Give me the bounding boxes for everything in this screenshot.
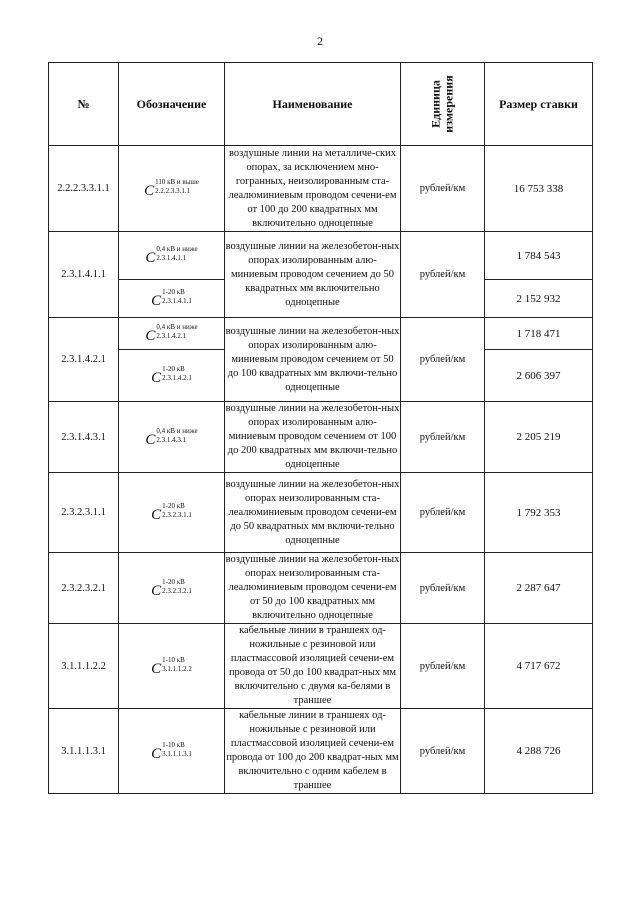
description-cell: воздушные линии на железобетон-ных опорах неизолированным ста-леалюминиевым проводом сечени-ем до 50 квадратных мм включи-тельно одноцепные	[225, 473, 401, 553]
designation-symbol	[145, 427, 197, 448]
rate-cell: 2 287 647	[485, 553, 593, 624]
symbol-letter: C	[145, 431, 156, 448]
description-cell: воздушные линии на железобетон-ных опорах изолированным алю-миниевым проводом сечением от 50 до 100 квадратных мм включи-тельно одноцепные	[225, 318, 401, 402]
symbol-letter: C	[144, 183, 155, 199]
description-cell: воздушные линии на металличе-ских опорах, за исключением мно-гогранных, неизолированным ста-леалюминиевым проводом сечени-ем от 100 до 200 квадратных мм включительно одноцепные	[225, 146, 401, 232]
designation-symbol	[151, 288, 192, 309]
header-name: Наименование	[225, 63, 401, 146]
symbol-subscript: 2.3.1.4.3.1	[156, 435, 187, 444]
designation-cell	[119, 280, 225, 318]
designation-cell	[119, 473, 225, 553]
symbol-subscript: 3.1.1.1.2.2	[162, 664, 192, 673]
table-row	[49, 624, 593, 709]
table-row	[49, 473, 593, 553]
symbol-superscript: 1-20 кВ	[162, 288, 185, 296]
symbol-superscript: 0,4 кВ и ниже	[156, 426, 198, 435]
row-number: 2.3.2.3.2.1	[49, 553, 119, 624]
designation-symbol	[151, 578, 192, 599]
symbol-superscript: 1-10 кВ	[162, 740, 185, 749]
header-rate: Размер ставки	[485, 63, 593, 146]
description-cell: кабельные линии в траншеях од-ножильные с резиновой или пластмассовой изоляцией сечени-ем провода от 50 до 100 квадрат-ных мм включительно с двумя ка-белями в траншее	[225, 624, 401, 709]
unit-cell: рублей/км	[401, 318, 485, 402]
designation-symbol	[145, 323, 197, 344]
rate-cell: 4 288 726	[485, 709, 593, 794]
header-row	[49, 63, 593, 146]
rate-cell: 1 784 543	[485, 232, 593, 280]
symbol-letter: C	[151, 293, 162, 309]
symbol-letter: C	[151, 660, 162, 677]
symbol-letter: C	[151, 370, 162, 386]
designation-cell	[119, 709, 225, 794]
rate-cell: 16 753 338	[485, 146, 593, 232]
symbol-subscript: 2.3.2.3.2.1	[162, 586, 192, 595]
row-number: 2.3.1.4.3.1	[49, 402, 119, 473]
designation-cell	[119, 553, 225, 624]
symbol-subscript: 2.3.1.4.2.1	[156, 332, 187, 340]
designation-symbol	[151, 502, 192, 523]
row-number: 2.2.2.3.3.1.1	[49, 146, 119, 232]
description-cell: воздушные линии на железобетон-ных опорах изолированным алю-миниевым проводом сечением от 100 до 200 квадратных мм включи-тельно одноцепные	[225, 402, 401, 473]
designation-symbol	[151, 656, 192, 677]
unit-cell: рублей/км	[401, 553, 485, 624]
row-number: 2.3.1.4.2.1	[49, 318, 119, 402]
table-row	[49, 232, 593, 280]
symbol-subscript: 2.3.1.4.1.1	[156, 254, 187, 262]
symbol-subscript: 2.3.1.4.2.1	[162, 374, 192, 382]
designation-cell	[119, 350, 225, 402]
table-row	[49, 146, 593, 232]
description-cell: воздушные линии на железобетон-ных опорах неизолированным ста-леалюминиевым проводом сечени-ем от 50 до 100 квадратных мм включительно одноцепные	[225, 553, 401, 624]
unit-cell: рублей/км	[401, 473, 485, 553]
rate-cell: 1 792 353	[485, 473, 593, 553]
table-row	[49, 553, 593, 624]
symbol-subscript: 2.3.2.3.1.1	[162, 511, 192, 519]
unit-cell: рублей/км	[401, 709, 485, 794]
rate-cell: 2 606 397	[485, 350, 593, 402]
table-row	[49, 709, 593, 794]
table-body	[49, 146, 593, 794]
designation-symbol	[145, 245, 197, 266]
designation-symbol	[151, 741, 192, 762]
symbol-letter: C	[151, 745, 162, 762]
row-number: 3.1.1.1.3.1	[49, 709, 119, 794]
symbol-superscript: 0,4 кВ и ниже	[156, 245, 198, 253]
description-cell: кабельные линии в траншеях од-ножильные с резиновой или пластмассовой изоляцией сечени-ем провода от 100 до 200 квадрат-ных мм включительно с одним кабелем в траншее	[225, 709, 401, 794]
symbol-letter: C	[151, 507, 162, 523]
description-cell: воздушные линии на железобетон-ных опорах изолированным алю-миниевым проводом сечением до 50 квадратных мм включительно одноцепные	[225, 232, 401, 318]
header-unit-line2: измерения	[441, 75, 456, 133]
designation-cell	[119, 146, 225, 232]
symbol-superscript: 110 кВ и выше	[155, 178, 199, 186]
symbol-subscript: 3.1.1.1.3.1	[162, 749, 192, 758]
designation-cell	[119, 318, 225, 350]
symbol-superscript: 1-20 кВ	[162, 577, 185, 586]
designation-symbol	[144, 178, 199, 199]
symbol-superscript: 0,4 кВ и ниже	[156, 323, 198, 331]
designation-cell	[119, 232, 225, 280]
table-row	[49, 318, 593, 350]
symbol-subscript: 2.3.1.4.1.1	[162, 297, 192, 305]
symbol-letter: C	[145, 250, 156, 266]
header-num: №	[49, 63, 119, 146]
designation-symbol	[151, 365, 192, 386]
rates-table	[48, 62, 593, 794]
symbol-letter: C	[151, 582, 162, 599]
header-unit-line1: Единица	[428, 80, 443, 128]
rate-cell: 2 152 932	[485, 280, 593, 318]
row-number: 2.3.2.3.1.1	[49, 473, 119, 553]
row-number: 3.1.1.1.2.2	[49, 624, 119, 709]
page-number: 2	[317, 34, 323, 48]
symbol-superscript: 1-20 кВ	[162, 365, 185, 373]
unit-cell: рублей/км	[401, 402, 485, 473]
header-designation: Обозначение	[119, 63, 225, 146]
row-number: 2.3.1.4.1.1	[49, 232, 119, 318]
table-row	[49, 402, 593, 473]
unit-cell: рублей/км	[401, 232, 485, 318]
rate-cell: 2 205 219	[485, 402, 593, 473]
symbol-subscript: 2.2.2.3.3.1.1	[155, 187, 191, 195]
rate-cell: 4 717 672	[485, 624, 593, 709]
designation-cell	[119, 624, 225, 709]
symbol-superscript: 1-20 кВ	[162, 502, 185, 510]
rate-cell: 1 718 471	[485, 318, 593, 350]
symbol-superscript: 1-10 кВ	[162, 655, 185, 664]
unit-cell: рублей/км	[401, 624, 485, 709]
header-unit	[401, 63, 485, 146]
unit-cell: рублей/км	[401, 146, 485, 232]
designation-cell	[119, 402, 225, 473]
symbol-letter: C	[145, 328, 156, 344]
